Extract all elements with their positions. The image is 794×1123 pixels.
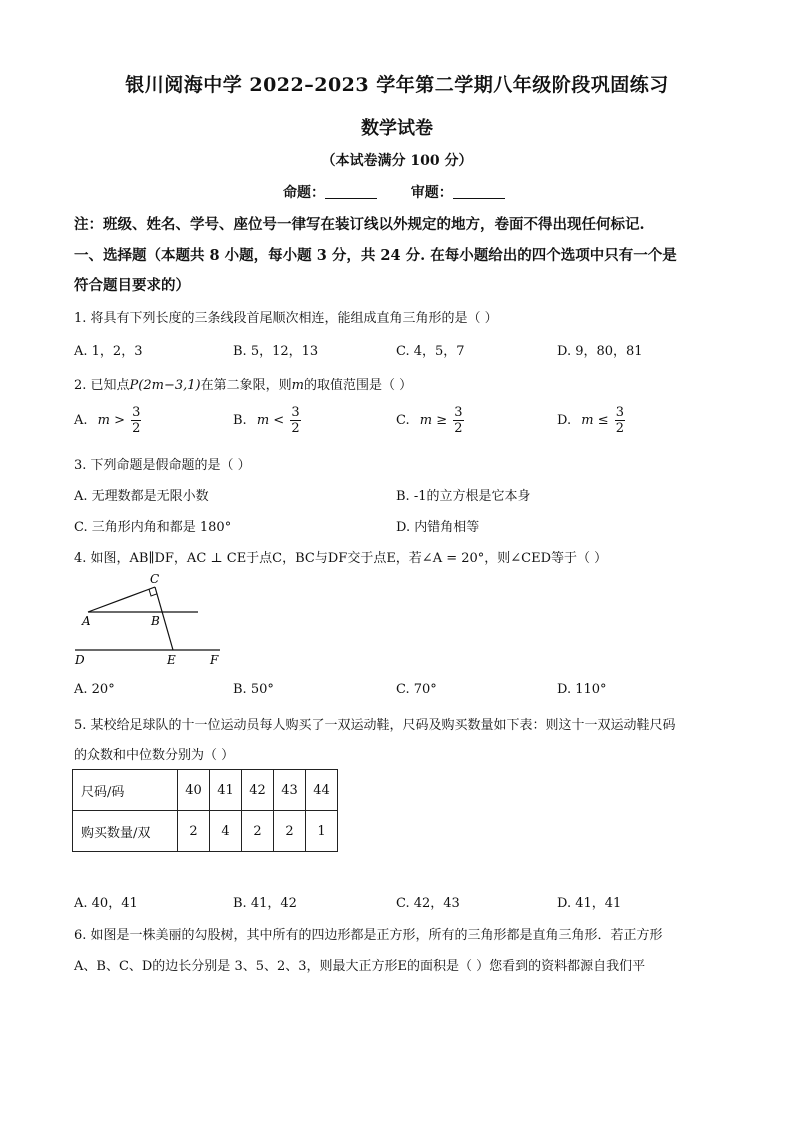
label-b: B xyxy=(151,614,160,628)
q3-option-d: D. 内错角相等 xyxy=(396,520,480,535)
q2-option-c-expr: m ≥ xyxy=(419,413,448,428)
q3-option-b: B. -1的立方根是它本身 xyxy=(396,489,531,504)
q2-option-a-fraction xyxy=(131,405,141,436)
q2-option-a xyxy=(74,405,141,436)
q2-option-b xyxy=(233,405,301,436)
q2-option-b-den: 2 xyxy=(291,421,300,436)
q2-point: P(2m−3,1) xyxy=(129,378,201,393)
q6-stem-line1: 6. 如图是一株美丽的勾股树，其中所有的四边形都是正方形，所有的三角形都是直角三角形．若正方形 xyxy=(74,928,663,943)
table-cell: 2 xyxy=(242,811,274,852)
q1-option-c: C. 4，5，7 xyxy=(396,344,465,359)
q5-option-b: B. 41，42 xyxy=(233,896,297,911)
table-cell: 40 xyxy=(178,770,210,811)
table-row xyxy=(73,770,338,811)
q2-option-b-fraction xyxy=(290,405,300,436)
q2-option-b-expr: m < xyxy=(256,413,285,428)
q2-option-d-expr: m ≤ xyxy=(581,413,609,428)
table-cell: 4 xyxy=(210,811,242,852)
author-label: 命题： xyxy=(283,185,325,201)
author-blank xyxy=(325,184,377,199)
q4-stem: 4. 如图，AB∥DF，AC ⊥ CE于点C，BC与DF交于点E，若∠A = 20°，则∠CED等于（ ） xyxy=(74,551,608,566)
q2-var: m xyxy=(291,378,304,393)
section-heading-line2: 符合题目要求的） xyxy=(74,277,190,294)
q4-option-a: A. 20° xyxy=(74,682,115,697)
notice: 注：班级、姓名、学号、座位号一律写在装订线以外规定的地方，卷面不得出现任何标记. xyxy=(74,216,645,233)
row-header-size: 尺码/码 xyxy=(73,770,178,811)
table-cell: 43 xyxy=(274,770,306,811)
q1-option-b: B. 5，12，13 xyxy=(233,344,319,359)
q5-stem-line2: 的众数和中位数分别为（ ） xyxy=(74,748,235,763)
q2-stem-mid: 在第二象限，则 xyxy=(200,378,292,393)
q1-option-d: D. 9，80，81 xyxy=(557,344,643,359)
shoe-size-table xyxy=(72,769,338,852)
q2-option-d-den: 2 xyxy=(615,421,625,436)
table-cell: 1 xyxy=(306,811,338,852)
q2-option-c-fraction xyxy=(453,405,463,436)
exam-subtitle: 数学试卷 xyxy=(361,118,433,139)
q2-option-c-num: 3 xyxy=(454,405,463,420)
q3-option-a: A. 无理数都是无限小数 xyxy=(74,489,209,504)
q2-option-c-den: 2 xyxy=(454,421,463,436)
section-heading-line1: 一、选择题（本题共 8 小题，每小题 3 分，共 24 分. 在每小题给出的四个选项中只有一个是 xyxy=(74,247,677,264)
q5-stem-line1: 5. 某校给足球队的十一位运动员每人购买了一双运动鞋，尺码及购买数量如下表：则这十一双运动鞋尺码 xyxy=(74,718,676,733)
q2-option-a-num: 3 xyxy=(132,405,141,420)
q2-option-d-label: D. xyxy=(557,413,572,428)
author-line xyxy=(283,182,505,202)
reviewer-label: 审题： xyxy=(410,185,453,201)
q2-option-b-label: B. xyxy=(233,413,247,428)
table-cell: 42 xyxy=(242,770,274,811)
label-f: F xyxy=(210,653,219,667)
q2-option-a-label: A. xyxy=(74,413,88,428)
q2-option-c-label: C. xyxy=(396,413,410,428)
q2-stem xyxy=(74,374,412,393)
q5-option-c: C. 42，43 xyxy=(396,896,460,911)
table-cell: 44 xyxy=(306,770,338,811)
table-cell: 2 xyxy=(274,811,306,852)
q2-option-d-fraction xyxy=(615,405,625,436)
label-e: E xyxy=(167,653,176,667)
table-cell: 41 xyxy=(210,770,242,811)
q2-option-c xyxy=(396,405,464,436)
label-a: A xyxy=(82,614,91,628)
row-header-count: 购买数量/双 xyxy=(73,811,178,852)
q1-stem: 1. 将具有下列长度的三条线段首尾顺次相连，能组成直角三角形的是（ ） xyxy=(74,311,498,326)
q4-option-d: D. 110° xyxy=(557,682,607,697)
q2-stem-post: 的取值范围是（ ） xyxy=(303,378,413,393)
q6-stem-line2: A、B、C、D的边长分别是 3、5、2、3，则最大正方形E的面积是（ ）您看到的资料都源自我们平 xyxy=(74,959,646,974)
reviewer-blank xyxy=(453,184,505,199)
q5-option-a: A. 40，41 xyxy=(74,896,138,911)
q2-option-d xyxy=(557,405,625,436)
label-c: C xyxy=(150,572,160,586)
q4-geometry-figure xyxy=(70,568,230,672)
q5-option-d: D. 41，41 xyxy=(557,896,622,911)
score-note: （本试卷满分 100 分） xyxy=(321,153,473,169)
q3-stem: 3. 下列命题是假命题的是（ ） xyxy=(74,458,251,473)
q3-option-c: C. 三角形内角和都是 180° xyxy=(74,520,232,535)
table-cell: 2 xyxy=(178,811,210,852)
table-row xyxy=(73,811,338,852)
q2-option-a-den: 2 xyxy=(132,421,141,436)
q4-option-b: B. 50° xyxy=(233,682,274,697)
q4-option-c: C. 70° xyxy=(396,682,437,697)
q2-stem-pre: 2. 已知点 xyxy=(74,378,130,393)
q2-option-d-num: 3 xyxy=(615,405,625,420)
exam-title: 银川阅海中学 2022–2023 学年第二学期八年级阶段巩固练习 xyxy=(125,74,669,96)
q2-option-b-num: 3 xyxy=(291,405,300,420)
q2-option-a-expr: m > xyxy=(97,413,126,428)
segment-ac xyxy=(88,587,155,612)
label-d: D xyxy=(75,653,85,667)
q1-option-a: A. 1，2，3 xyxy=(74,344,143,359)
